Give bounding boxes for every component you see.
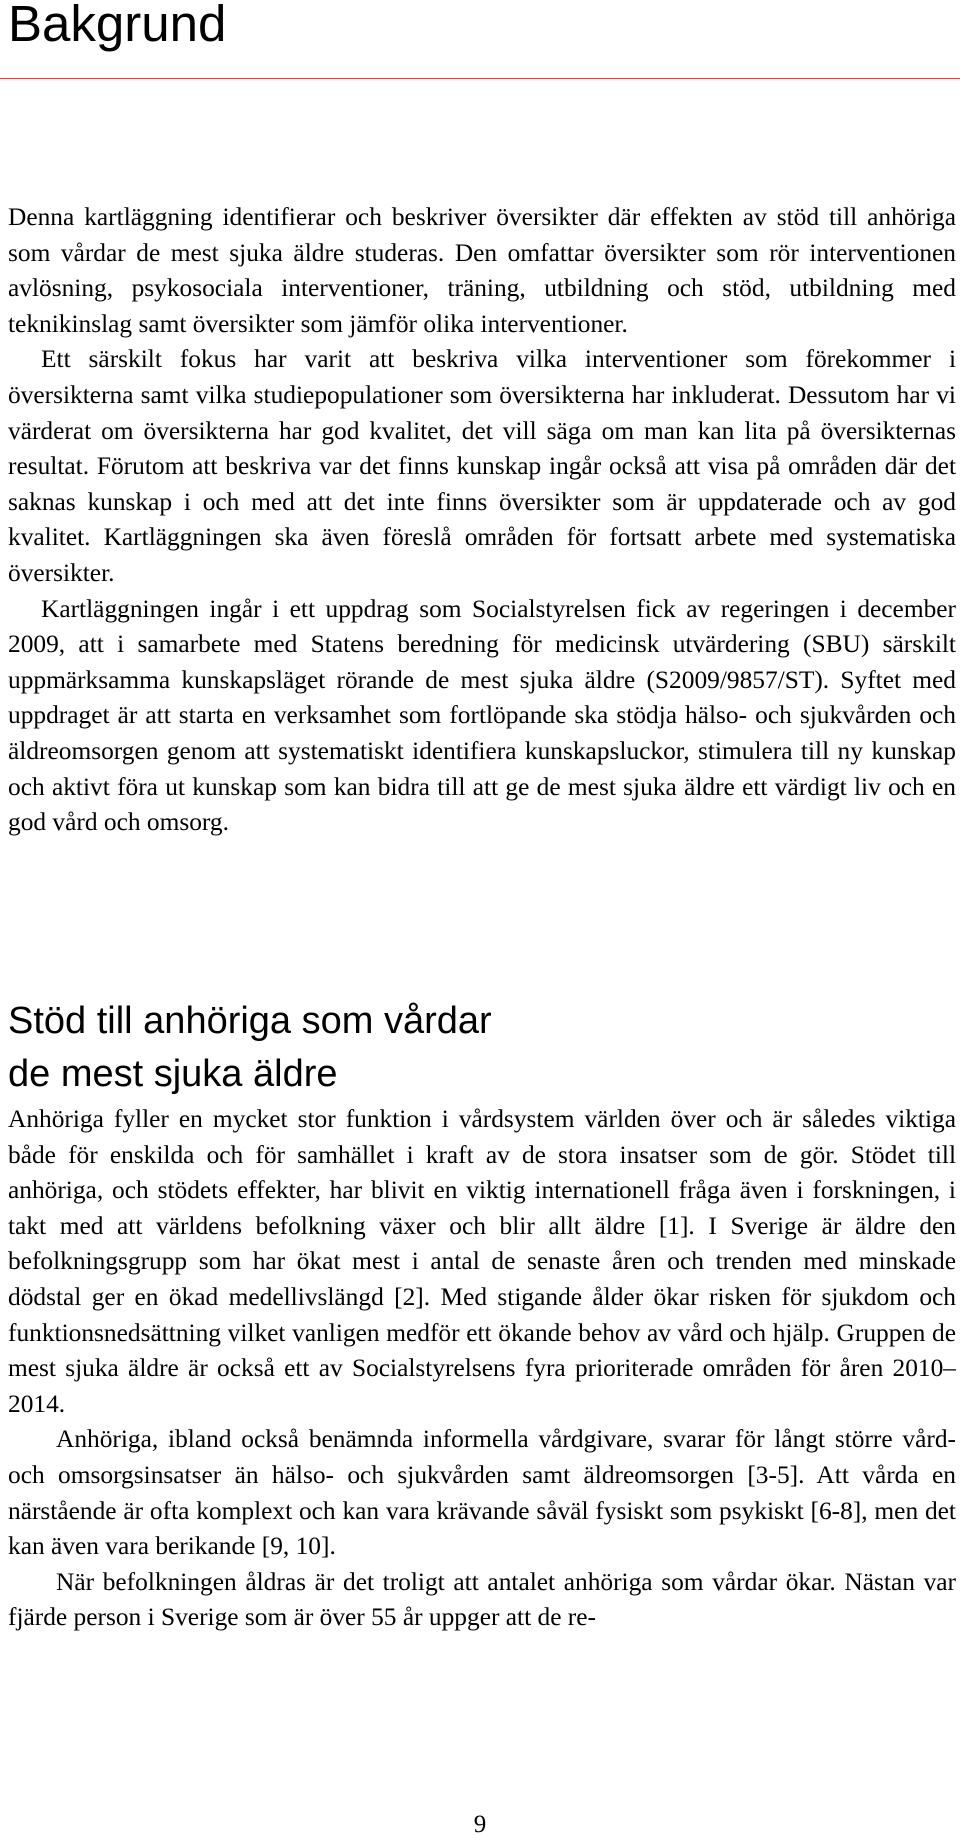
intro-section (8, 200, 956, 841)
support-paragraph: Anhöriga, ibland också benämnda informella vårdgivare, svarar för långt större vård- och omsorgsinsatser än hälso- och sjukvården samt äldreomsorgen [3-5]. Att vårda en närstående är ofta komplext och kan vara krävande såväl fysiskt som psykiskt [6-8], men det kan även vara berikande [9, 10]. (8, 1425, 956, 1561)
heading-divider (0, 78, 960, 79)
support-section (8, 1102, 956, 1636)
support-paragraph: När befolkningen åldras är det troligt att antalet anhöriga som vårdar ökar. Nästan var fjärde person i Sverige som är över 55 år uppger att de re- (8, 1567, 956, 1632)
section-heading-line-1: Stöd till anhöriga som vårdar (8, 1000, 492, 1042)
section-heading (8, 995, 492, 1101)
intro-paragraph: Ett särskilt fokus har varit att beskriva vilka interventioner som förekommer i översikterna samt vilka studiepopulationer som översikterna har inkluderat. Dessutom har vi värderat om översikterna har god kvalitet, det vill säga om man kan lita på översikternas resultat. Förutom att beskriva var det finns kunskap ingår också att visa på områden där det saknas kunskap i och med att det inte finns översikter som är uppdaterade och av god kvalitet. Kartläggningen ska även föreslå områden för fortsatt arbete med systematiska översikter. (8, 345, 956, 587)
intro-paragraph: Kartläggningen ingår i ett uppdrag som Socialstyrelsen fick av regeringen i december 2009, att i samarbete med Statens beredning för medicinsk utvärdering (SBU) särskilt uppmärksamma kunskapsläget rörande de mest sjuka äldre (S2009/9857/ST). Syftet med uppdraget är att starta en verksamhet som fortlöpande ska stödja hälso- och sjukvården och äldreomsorgen genom att systematiskt identifiera kunskapsluckor, stimulera till ny kunskap och aktivt föra ut kunskap som kan bidra till att ge de mest sjuka äldre ett värdigt liv och en god vård och omsorg. (8, 594, 956, 837)
page-number: 9 (473, 1811, 487, 1838)
page-title: Bakgrund (8, 0, 227, 52)
intro-paragraph: Denna kartläggning identifierar och beskriver översikter där effekten av stöd till anhöriga som vårdar de mest sjuka äldre studeras. Den omfattar översikter som rör interventionen avlösning, psykosociala interventioner, träning, utbildning och stöd, utbildning med teknikinslag samt översikter som jämför olika interventioner. (8, 203, 956, 338)
support-paragraph: Anhöriga fyller en mycket stor funktion i vårdsystem världen över och är således viktiga både för enskilda och för samhället i kraft av de stora insatser som de gör. Stödet till anhöriga, och stödets effekter, har blivit en viktig internationell fråga även i forskningen, i takt med att världens befolkning växer och blir allt äldre [1]. I Sverige är äldre den befolkningsgrupp som har ökat mest i antal de senaste åren och trenden med minskade dödstal ger en ökad medellivslängd [2]. Med stigande ålder ökar risken för sjukdom och funktionsnedsättning vilket vanligen medför ett ökande behov av vård och hjälp. Gruppen de mest sjuka äldre är också ett av Socialstyrelsens fyra prioriterade områden för åren 2010–2014. (8, 1105, 956, 1418)
section-heading-line-2: de mest sjuka äldre (8, 1053, 338, 1095)
